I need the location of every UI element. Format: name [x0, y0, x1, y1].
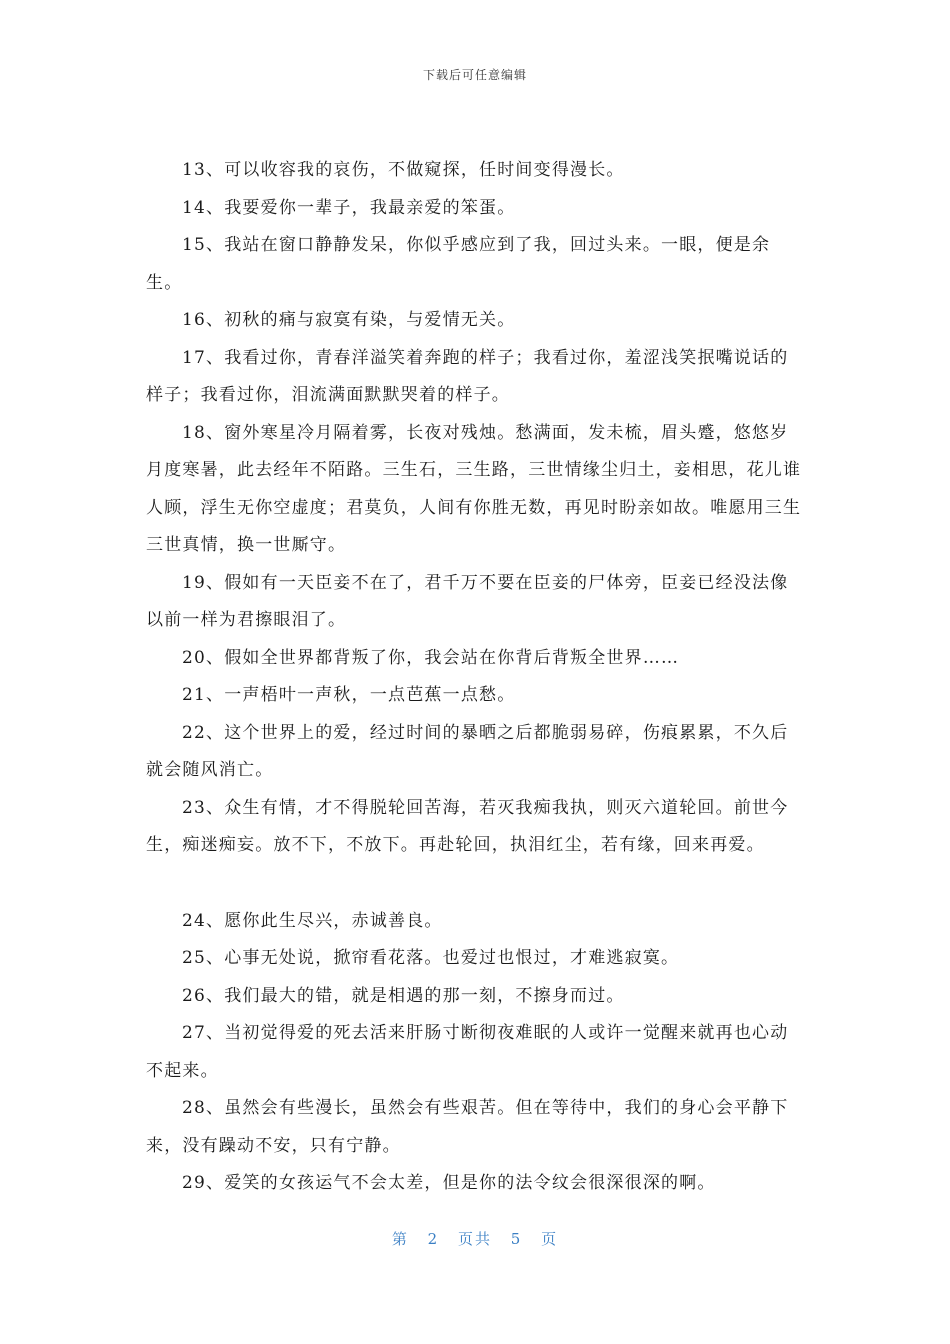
paragraph-20: 20、假如全世界都背叛了你，我会站在你背后背叛全世界……: [182, 647, 680, 668]
paragraph-16: 16、初秋的痛与寂寞有染，与爱情无关。: [182, 310, 516, 330]
paragraph-18: 18、窗外寒星冷月隔着雾，长夜对残烛。愁满面，发未梳，眉头蹙，悠悠岁月度寒暑，此去经年不陌路。三生石，三生路，三世情缘尘归土，妾相思，花儿谁人顾，浮生无你空虚度；君莫负，人间有你胜无数，再见时盼亲如故。唯愿用三生三世真情，换一世厮守。: [146, 422, 802, 555]
page-header: 下载后可任意编辑: [422, 68, 527, 82]
paragraph-14: 14、我要爱你一辈子，我最亲爱的笨蛋。: [182, 197, 516, 218]
paragraph-29: 29、爱笑的女孩运气不会太差，但是你的法令纹会很深很深的啊。: [182, 1173, 716, 1193]
paragraph-22: 22、这个世界上的爱，经过时间的暴晒之后都脆弱易碎，伤痕累累，不久后就会随风消亡。: [146, 722, 789, 780]
paragraph-28: 28、虽然会有些漫长，虽然会有些艰苦。但在等待中，我们的身心会平静下来，没有躁动不安，只有宁静。: [146, 1098, 789, 1156]
footer-page-suffix: 页: [541, 1230, 559, 1248]
document-body: [146, 152, 806, 1203]
paragraph-13: 13、可以收容我的哀伤，不做窥探，任时间变得漫长。: [182, 160, 625, 180]
paragraph-27: 27、当初觉得爱的死去活来肝肠寸断彻夜难眠的人或许一觉醒来就再也心动不起来。: [146, 1023, 789, 1081]
footer-page-mid: 页共: [457, 1230, 492, 1248]
paragraph-25: 25、心事无处说，掀帘看花落。也爱过也恨过，才难逃寂寞。: [182, 948, 680, 968]
page-footer: [0, 1228, 950, 1249]
paragraph-19: 19、假如有一天臣妾不在了，君千万不要在臣妾的尸体旁，臣妾已经没法像以前一样为君擦眼泪了。: [146, 572, 789, 630]
paragraph-23: 23、众生有情，才不得脱轮回苦海，若灭我痴我执，则灭六道轮回。前世今生，痴迷痴妄。放不下，不放下。再赴轮回，执泪红尘，若有缘，回来再爱。: [146, 797, 789, 855]
footer-page-number: 2: [427, 1230, 440, 1248]
footer-page-total: 5: [510, 1230, 523, 1248]
paragraph-17: 17、我看过你，青春洋溢笑着奔跑的样子；我看过你，羞涩浅笑抿嘴说话的样子；我看过你，泪流满面默默哭着的样子。: [146, 347, 789, 405]
footer-page-prefix: 第: [391, 1230, 409, 1248]
paragraph-15: 15、我站在窗口静静发呆，你似乎感应到了我，回过头来。一眼，便是余生。: [146, 235, 771, 293]
paragraph-26: 26、我们最大的错，就是相遇的那一刻，不擦身而过。: [182, 985, 625, 1006]
paragraph-21: 21、一声梧叶一声秋，一点芭蕉一点愁。: [182, 685, 516, 705]
paragraph-24: 24、愿你此生尽兴，赤诚善良。: [182, 910, 443, 931]
